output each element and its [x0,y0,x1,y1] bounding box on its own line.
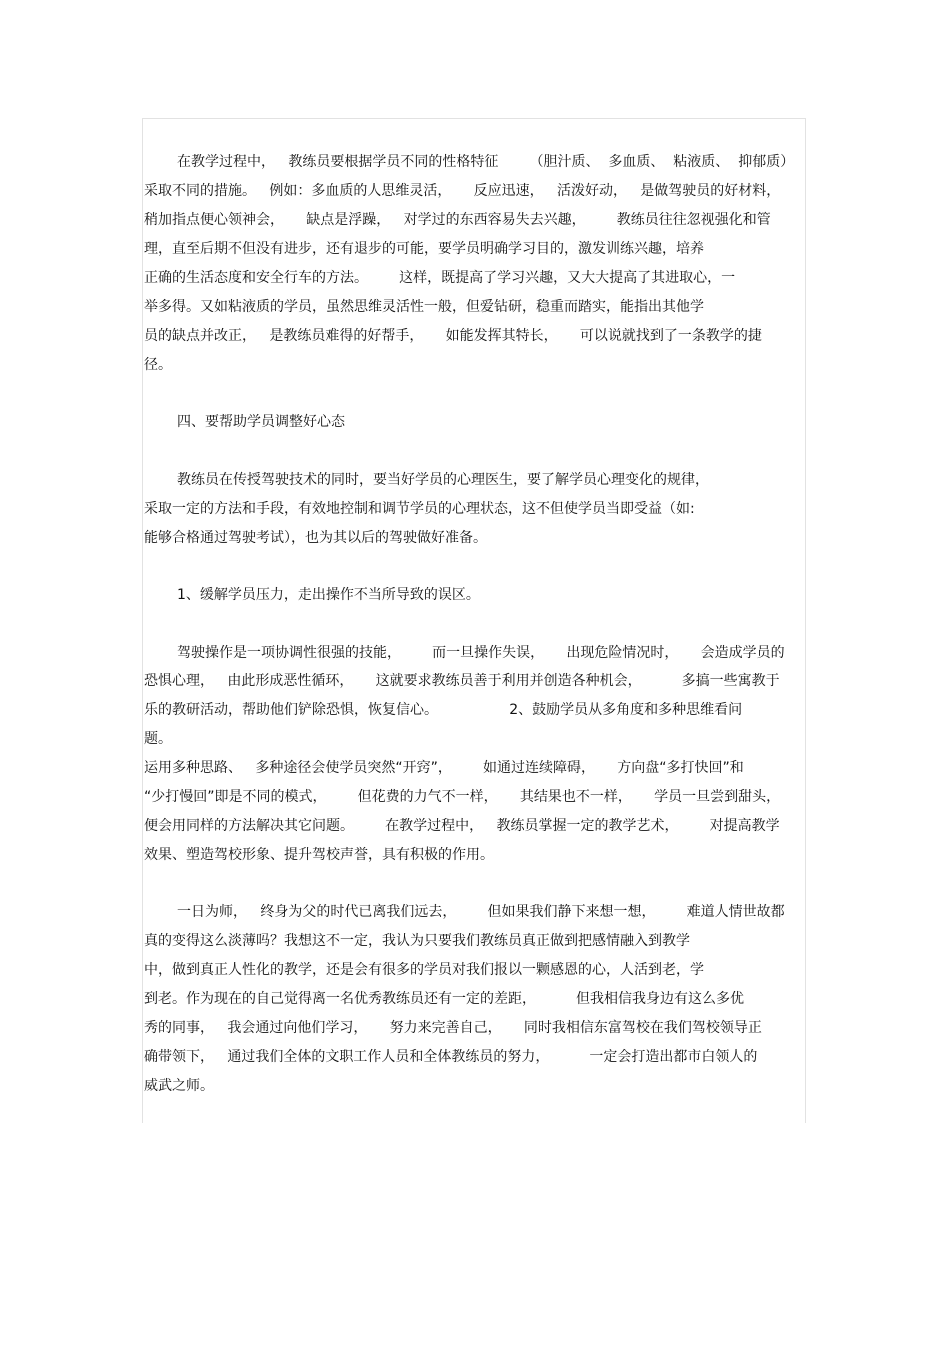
text-line: 效果、塑造驾校形象、提升驾校声誉，具有积极的作用。 [144,847,494,863]
text-line: 教练员在传授驾驶技术的同时，要当好学员的心理医生，要了解学员心理变化的规律， [177,472,709,488]
text-line: 径。 [144,357,172,373]
text-line: 秀的同事， 我会通过向他们学习， 努力来完善自己， 同时我相信东富驾校在我们驾校领导正 [144,1020,762,1036]
sub-heading: 1、缓解学员压力，走出操作不当所导致的误区。 [177,587,480,603]
text-line: 乐的教研活动，帮助他们铲除恐惧，恢复信心。 2、鼓励学员从多角度和多种思维看问 [144,702,743,718]
text-line: 举多得。又如粘液质的学员，虽然思维灵活性一般，但爱钻研，稳重而踏实，能指出其他学 [144,299,704,315]
text-line: 题。 [144,731,172,747]
text-line: 恐惧心理， 由此形成恶性循环， 这就要求教练员善于利用并创造各种机会， 多搞一些寓教于 [144,673,780,689]
text-line: 一日为师， 终身为父的时代已离我们远去， 但如果我们静下来想一想， 难道人情世故都 [177,904,785,920]
text-line: 真的变得这么淡薄吗？我想这不一定，我认为只要我们教练员真正做到把感情融入到教学 [144,933,690,949]
text-line: 驾驶操作是一项协调性很强的技能， 而一旦操作失误， 出现危险情况时， 会造成学员的 [177,645,785,661]
text-line: 便会用同样的方法解决其它问题。 在教学过程中， 教练员掌握一定的教学艺术， 对提高教学 [144,818,780,834]
text-line: 确带领下， 通过我们全体的文职工作人员和全体教练员的努力， 一定会打造出都市白领人的 [144,1049,758,1065]
text-line: 正确的生活态度和安全行车的方法。 这样，既提高了学习兴趣，又大大提高了其进取心，一 [144,270,736,286]
text-line: 采取一定的方法和手段，有效地控制和调节学员的心理状态，这不但使学员当即受益（如: [144,501,695,517]
text-line: 到老。作为现在的自己觉得离一名优秀教练员还有一定的差距， 但我相信我身边有这么多优 [144,991,745,1007]
text-line: 能够合格通过驾驶考试），也为其以后的驾驶做好准备。 [144,530,487,546]
text-line: 员的缺点并改正， 是教练员难得的好帮手， 如能发挥其特长， 可以说就找到了一条教学的捷 [144,328,762,344]
text-line: 中，做到真正人性化的教学，还是会有很多的学员对我们报以一颗感恩的心，人活到老，学 [144,962,704,978]
text-line: 稍加指点便心领神会， 缺点是浮躁， 对学过的东西容易失去兴趣， 教练员往往忽视强化和管 [144,212,771,228]
text-line: 在教学过程中， 教练员要根据学员不同的性格特征 （胆汁质、 多血质、 粘液质、 抑郁质） [177,154,795,170]
text-line: 运用多种思路、 多种途径会使学员突然“开窍”， 如通过连续障碍， 方向盘“多打快回”和 [144,760,744,776]
text-line: 采取不同的措施。 例如：多血质的人思维灵活， 反应迅速， 活泼好动， 是做驾驶员的好材料， [144,183,781,199]
text-line: 威武之师。 [144,1078,214,1094]
text-line: 理，直至后期不但没有进步，还有退步的可能，要学员明确学习目的，激发训练兴趣，培养 [144,241,704,257]
section-heading: 四、要帮助学员调整好心态 [177,414,345,430]
text-line: “少打慢回”即是不同的模式， 但花费的力气不一样， 其结果也不一样， 学员一旦尝到甜头， [144,789,781,805]
